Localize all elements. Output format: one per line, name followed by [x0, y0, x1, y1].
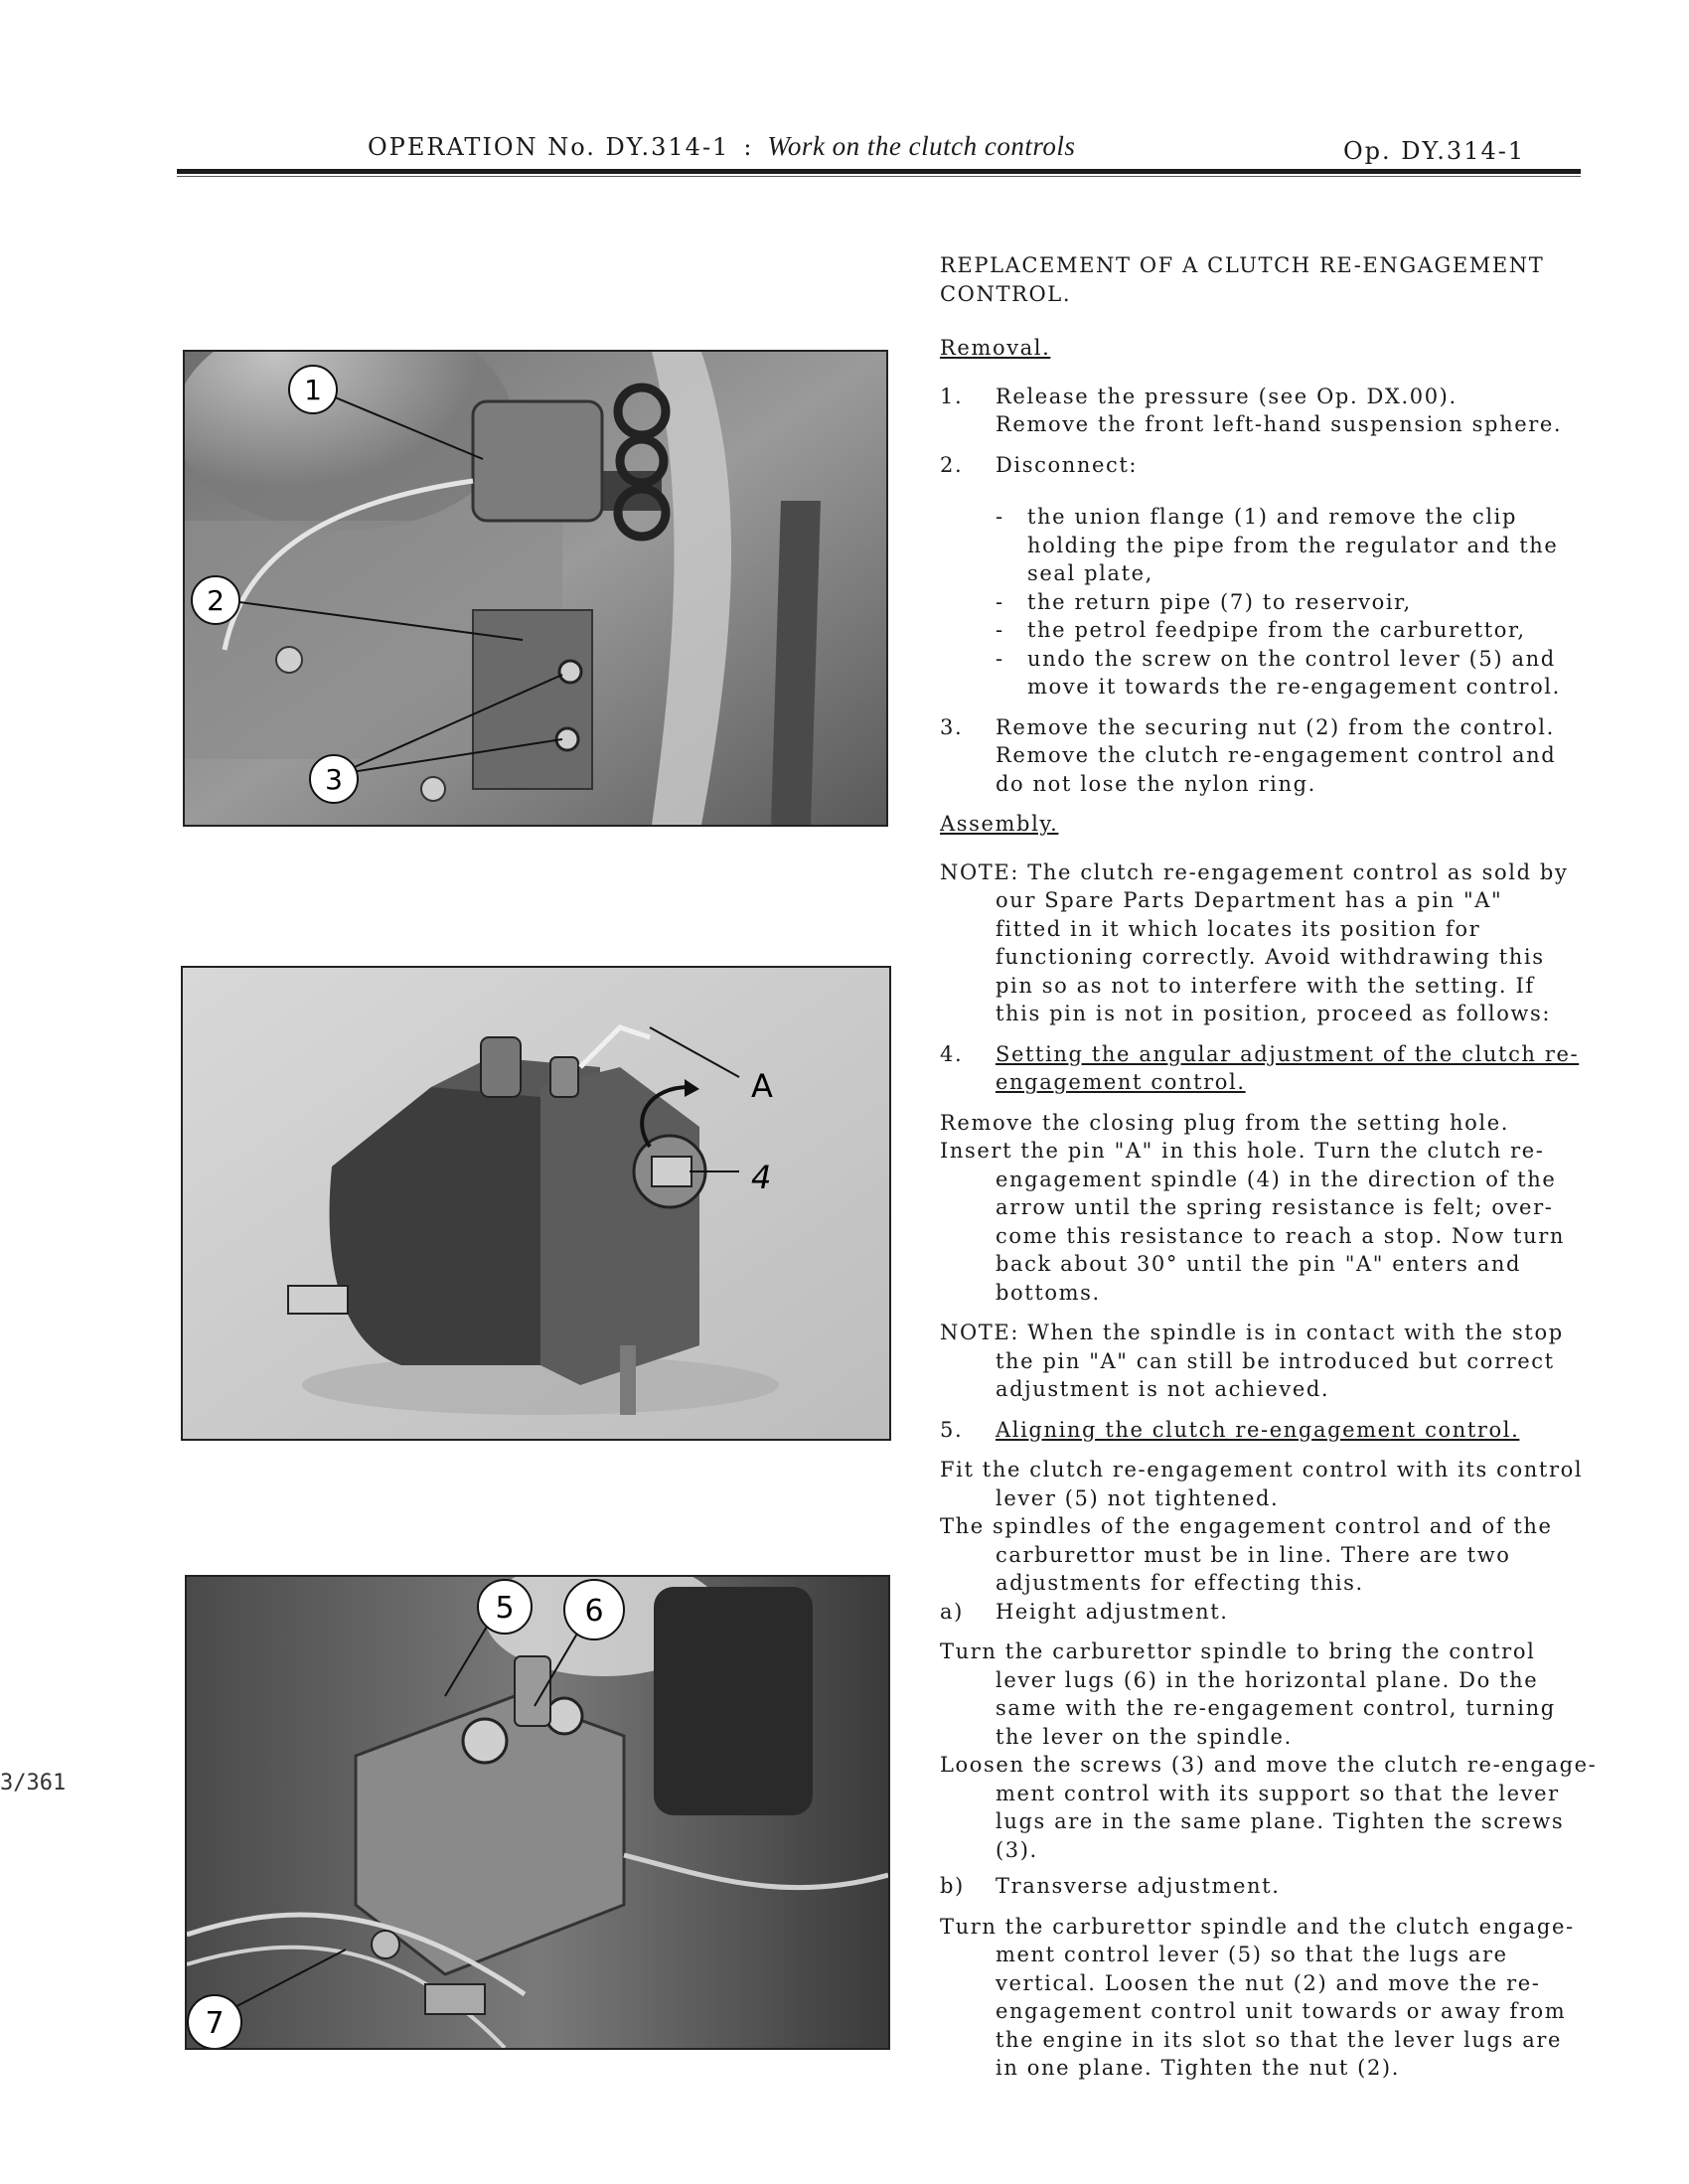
list-item: - the return pipe (7) to reservoir,	[996, 589, 1412, 614]
step-number: 2.	[940, 452, 964, 477]
step-5-body-b: The spindles of the engagement control and of the carburettor must be in line. There are two adjustments for effecting this.	[940, 1514, 1553, 1595]
side-reference: 3/361	[0, 1771, 67, 1795]
note-1: NOTE: The clutch re-engagement control as sold by our Spare Parts Department has a pin "A" fitted in it which locates its position for functioning correctly. Avoid withdrawing this pin so as not to interfere with the setting. If this pin is not in position, proceed as follows:	[940, 859, 1569, 1025]
sub-step-b: b) Transverse adjustment.	[940, 1874, 1281, 1898]
step-text: Remove the front left-hand suspension sphere.	[996, 412, 1563, 436]
list-item: - the petrol feedpipe from the carburettor,	[996, 618, 1526, 642]
step-5-body-c: Turn the carburettor spindle to bring the control lever lugs (6) in the horizontal plane. Do the same with the re-engagement control, turning the lever on the spindle.	[940, 1639, 1556, 1749]
step-5: 5. Aligning the clutch re-engagement control.	[940, 1416, 1635, 1445]
callout-1: 1	[304, 374, 322, 406]
main-heading	[940, 251, 1635, 308]
sub-step-a: a) Height adjustment.	[940, 1599, 1229, 1624]
page-header	[368, 131, 1075, 162]
callout-5: 5	[495, 1591, 515, 1626]
step-number: 5.	[940, 1417, 964, 1442]
header-rule	[177, 169, 1581, 174]
callout-7: 7	[205, 2006, 225, 2041]
step-5-body-d: Loosen the screws (3) and move the clutch re-engage- ment control with its support so that the lever lugs are in the same plane. Tighten the screws (3).	[940, 1753, 1598, 1862]
step-4: 4. Setting the angular adjustment of the clutch re- engagement control.	[940, 1040, 1635, 1097]
callout-6: 6	[584, 1594, 604, 1629]
text-column	[940, 251, 1635, 2083]
step-4-body: Remove the closing plug from the setting hole. Insert the pin "A" in this hole. Turn the clutch re- engagement spindle (4) in the direction of the arrow until the spring resistance is felt; over- come this resistance to reach a stop. Now turn back about 30° until the pin "A" enters and bottoms.	[940, 1110, 1565, 1305]
header-rule-thin	[177, 176, 1581, 177]
heading-line-2: CONTROL.	[940, 281, 1072, 306]
step-text: Release the pressure (see Op. DX.00).	[996, 384, 1458, 408]
section-removal: Removal.	[940, 336, 1051, 360]
operation-number: OPERATION No. DY.314-1	[368, 133, 730, 161]
list-item: - the union flange (1) and remove the clip holding the pipe from the regulator and the seal plate,	[996, 505, 1559, 585]
figure-2-photo	[181, 966, 891, 1441]
heading-line-1: REPLACEMENT OF A CLUTCH RE-ENGAGEMENT	[940, 253, 1545, 277]
figure-3-photo	[185, 1575, 890, 2050]
header-separator: :	[743, 133, 754, 161]
step-number: 1.	[940, 384, 964, 408]
callout-2: 2	[207, 584, 225, 617]
step-number: 4.	[940, 1041, 964, 1066]
operation-ref: Op. DY.314-1	[1343, 137, 1526, 165]
figure-1-photo	[183, 350, 888, 827]
step-2	[940, 451, 1635, 480]
callout-4: 4	[751, 1159, 772, 1196]
step-text: Disconnect:	[996, 452, 1139, 477]
step-number: 3.	[940, 714, 964, 739]
operation-title: Work on the clutch controls	[767, 131, 1076, 161]
step-5-body-e: Turn the carburettor spindle and the clutch engage- ment control lever (5) so that the lugs are vertical. Loosen the nut (2) and move the re- engagement control unit towards or away from the engine in its slot so that the lever lugs are in one plane. Tighten the nut (2).	[940, 1914, 1575, 2080]
step-5-body-a: Fit the clutch re-engagement control with its control lever (5) not tightened.	[940, 1458, 1584, 1510]
step-1	[940, 383, 1635, 439]
callout-3: 3	[325, 763, 343, 796]
step-3: 3. Remove the securing nut (2) from the control. Remove the clutch re-engagement control and do not lose the nylon ring.	[940, 713, 1635, 799]
callout-A: A	[751, 1067, 773, 1105]
section-assembly: Assembly.	[940, 812, 1059, 836]
list-item: - undo the screw on the control lever (5) and move it towards the re-engagement control.	[996, 646, 1561, 699]
note-2: NOTE: When the spindle is in contact with the stop the pin "A" can still be introduced but correct adjustment is not achieved.	[940, 1321, 1564, 1401]
